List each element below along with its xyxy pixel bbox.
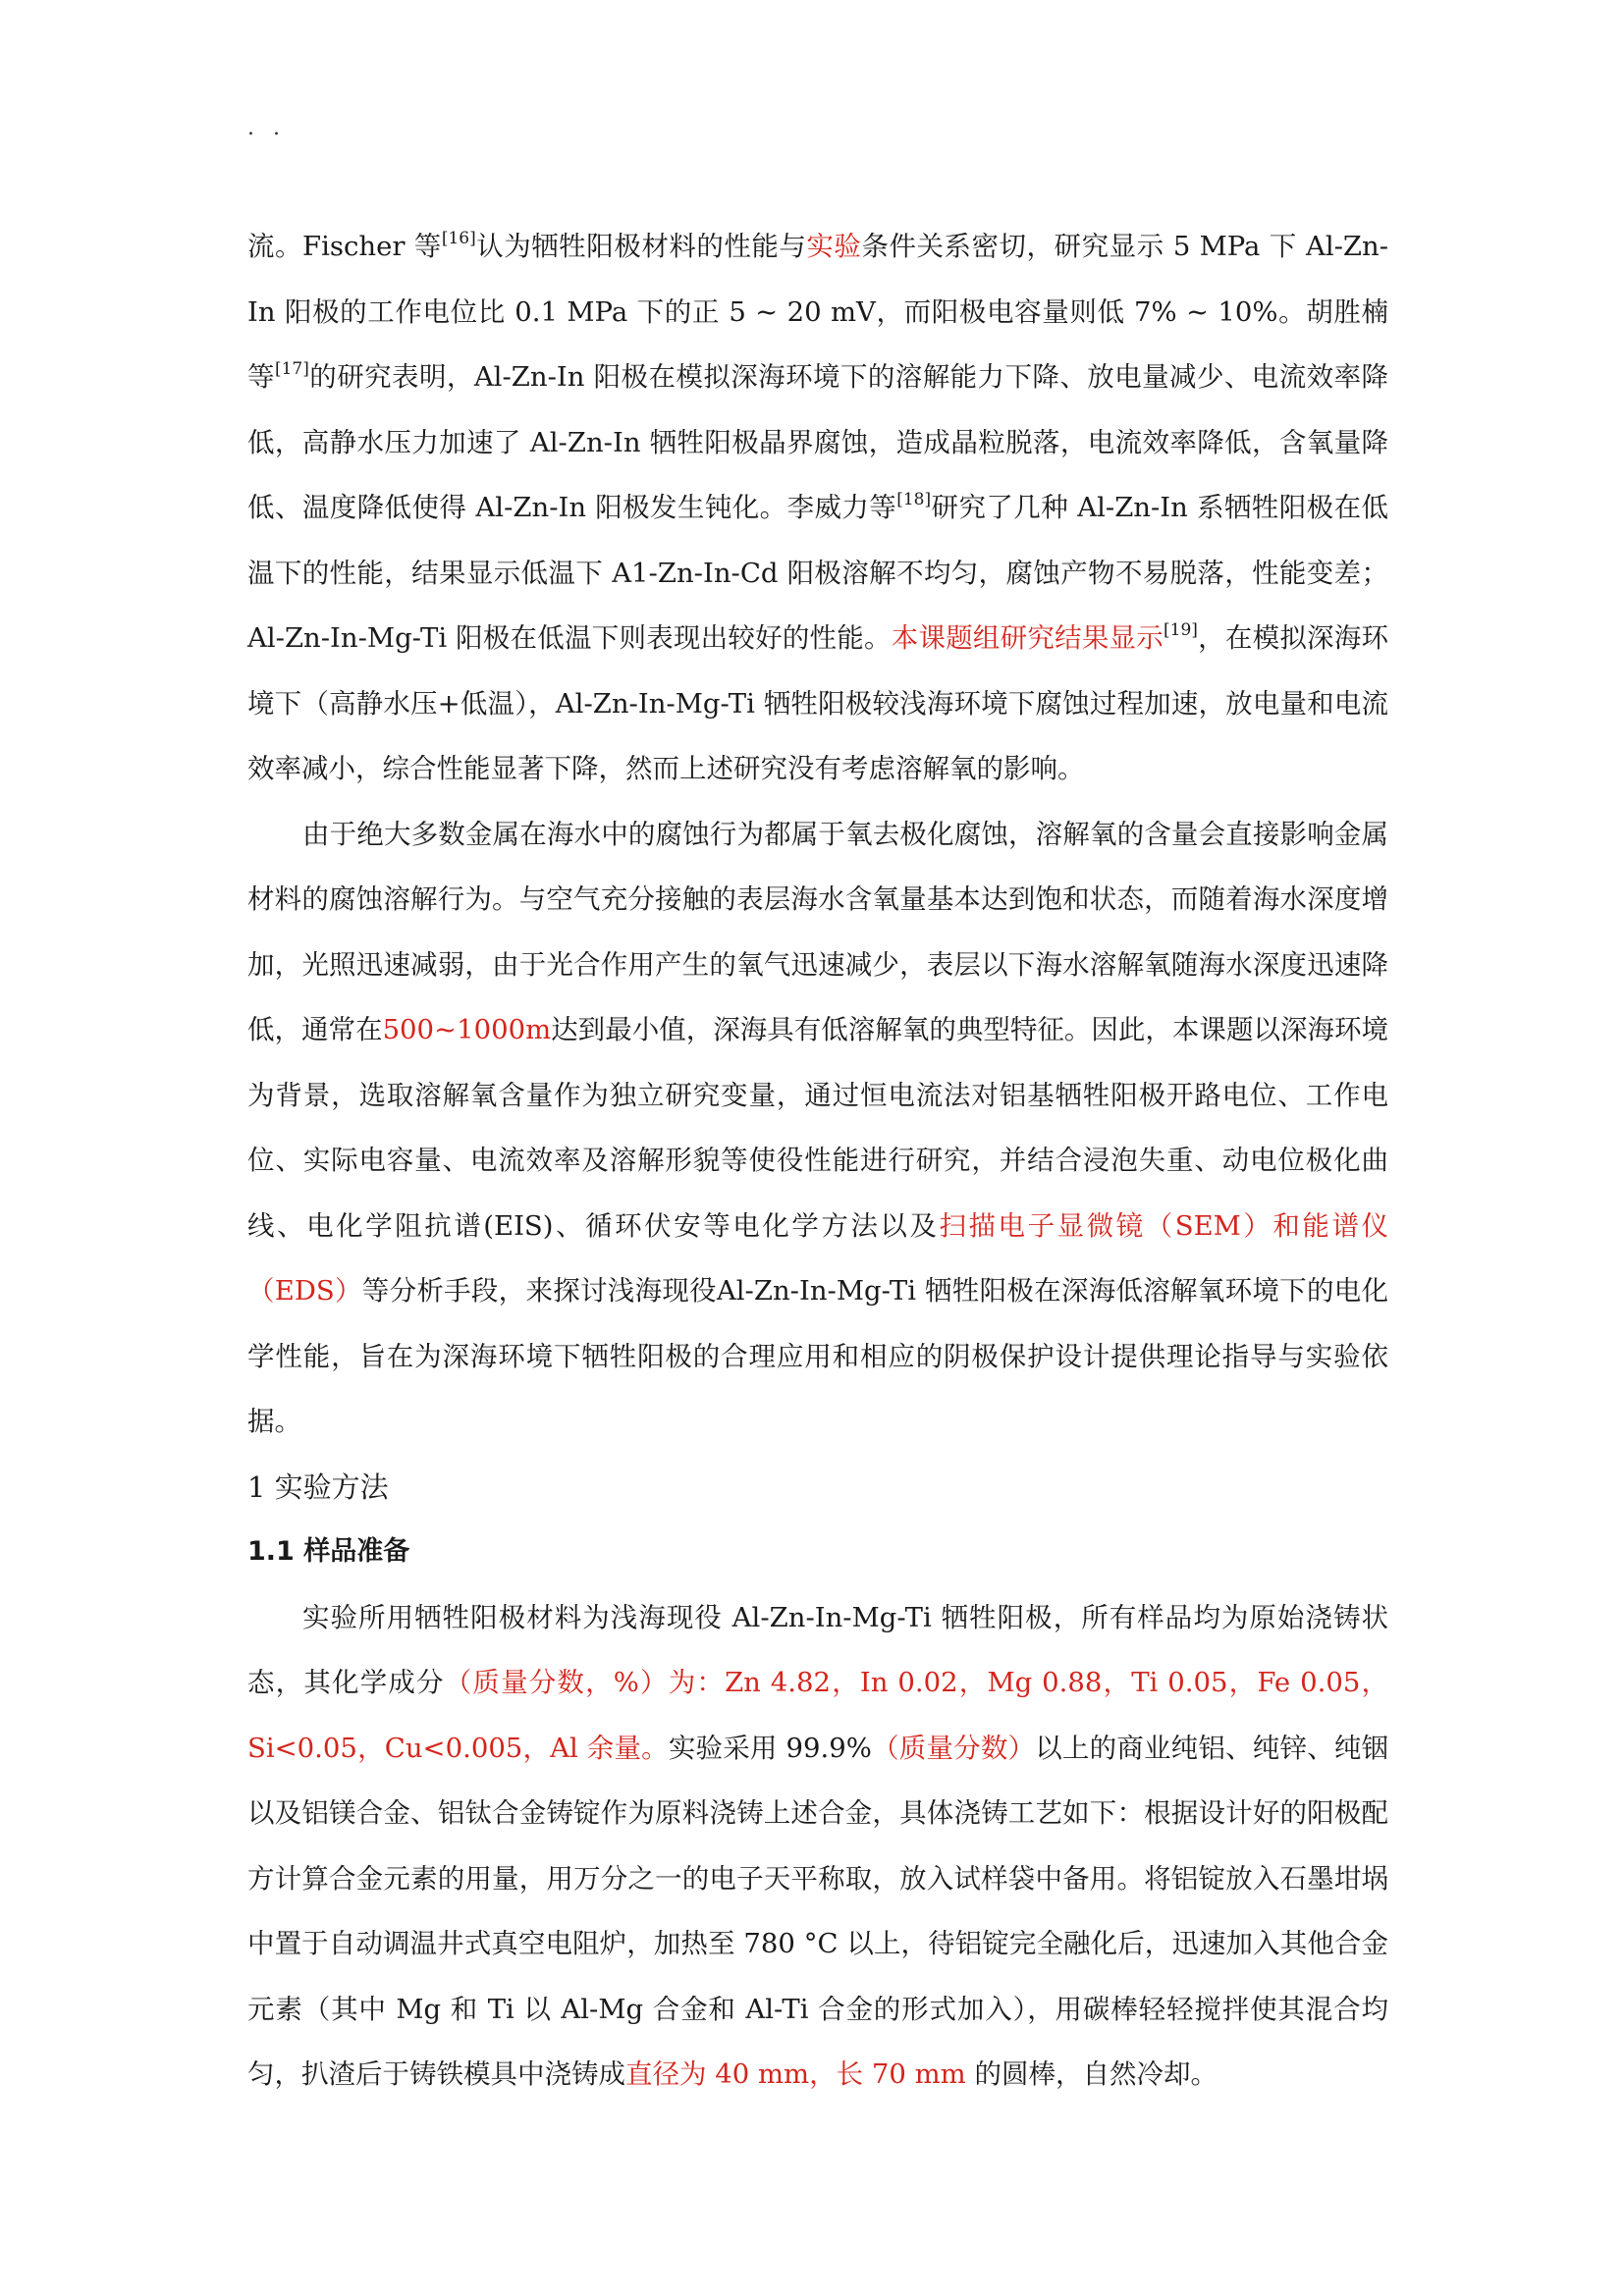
highlight-text: 扫描电子显微镜（SEM）和能谱仪（EDS） — [247, 1209, 1388, 1307]
subsection-heading: 1.1 样品准备 — [247, 1536, 410, 1567]
citation-18: [18] — [896, 489, 932, 509]
highlight-text: 500~1000m — [382, 1014, 552, 1045]
text-run: 的研究表明，Al-Zn-In 阳极在模拟深海环境下的溶解能力下降、放电量减少、电流效率降低，高静水压力加速了 Al-Zn-In 牺牲阳极晶界腐蚀，造成晶粒脱落，电流效率降低，含氧量降低、温度降低使得 Al-Zn-In 阳极发生钝化。李威力等 — [247, 361, 1389, 523]
highlight-text: 直径为 40 mm，长 70 mm — [625, 2058, 966, 2090]
text-run: 流。Fischer 等 — [247, 231, 442, 262]
text-run: 研究了几种 Al-Zn-In 系牺牲阳极在低温下的性能，结果显示低温下 A1-Zn-In-Cd 阳极溶解不均匀，腐蚀产物不易脱落，性能变差；Al-Zn-In-Mg-Ti 阳极在低温下则表现出较好的性能。 — [247, 492, 1388, 654]
page-header-dots: . . — [247, 116, 286, 140]
text-run: 由于绝大多数金属在海水中的腐蚀行为都属于氧去极化腐蚀，溶解氧的含量会直接影响金属材料的腐蚀溶解行为。与空气充分接触的表层海水含氧量基本达到饱和状态，而随着海水深度增加，光照迅速减弱，由于光合作用产生的氧气迅速减少，表层以下海水溶解氧随海水深度迅速降低，通常在 — [247, 818, 1388, 1045]
paragraph-sample-preparation — [247, 1585, 1388, 2108]
text-run: 达到最小值，深海具有低溶解氧的典型特征。因此，本课题以深海环境为背景，选取溶解氧含量作为独立研究变量，通过恒电流法对铝基牺牲阳极开路电位、工作电位、实际电容量、电流效率及溶解形貌等使役性能进行研究，并结合浸泡失重、动电位极化曲线、电化学阻抗谱(EIS)、循环伏安等电化学方法以及 — [247, 1014, 1389, 1242]
text-run: ，在模拟深海环境下（高静水压+低温），Al-Zn-In-Mg-Ti 牺牲阳极较浅海环境下腐蚀过程加速，放电量和电流效率减小，综合性能显著下降，然而上述研究没有考虑溶解氧的影响。 — [247, 622, 1389, 784]
citation-17: [17] — [274, 358, 309, 379]
text-run: 的圆棒，自然冷却。 — [965, 2058, 1218, 2090]
document-body — [247, 214, 1388, 2108]
citation-19: [19] — [1164, 619, 1198, 640]
highlight-text: 本课题组研究结果显示 — [891, 622, 1164, 654]
citation-16: [16] — [441, 228, 476, 248]
highlight-text: 实验 — [806, 231, 862, 262]
text-run: 以上的商业纯铝、纯锌、纯铟以及铝镁合金、铝钛合金铸锭作为原料浇铸上述合金，具体浇铸工艺如下：根据设计好的阳极配方计算合金元素的用量，用万分之一的电子天平称取，放入试样袋中备用。将铝锭放入石墨坩埚中置于自动调温井式真空电阻炉，加热至 780 °C 以上，待铝锭完全融化后，迅速加入其他合金元素（其中 Mg 和 Ti 以 Al-Mg 合金和 Al-Ti 合金的形式加入），用碳棒轻轻搅拌使其混合均匀，扒渣后于铸铁模具中浇铸成 — [247, 1732, 1389, 2090]
text-run: 认为牺牲阳极材料的性能与 — [475, 231, 807, 262]
text-run: 条件关系密切，研究显示 5 MPa 下 Al-Zn-In 阳极的工作电位比 0.1 MPa 下的正 5 ~ 20 mV，而阳极电容量则低 7% ~ 10%。胡胜楠等 — [247, 231, 1389, 393]
paragraph-dissolved-oxygen — [247, 802, 1388, 1455]
highlight-text: （质量分数，%）为：Zn 4.82，In 0.02，Mg 0.88，Ti 0.05，Fe 0.05，Si<0.05，Cu<0.005，Al 余量。 — [247, 1667, 1389, 1764]
text-run: 实验所用牺牲阳极材料为浅海现役 Al-Zn-In-Mg-Ti 牺牲阳极，所有样品均为原始浇铸状态，其化学成分 — [247, 1601, 1388, 1698]
section-heading: 1 实验方法 — [247, 1469, 389, 1504]
text-run: 等分析手段，来探讨浅海现役Al-Zn-In-Mg-Ti 牺牲阳极在深海低溶解氧环境下的电化学性能，旨在为深海环境下牺牲阳极的合理应用和相应的阴极保护设计提供理论指导与实验依据。 — [247, 1275, 1388, 1437]
text-run: 实验采用 99.9% — [668, 1732, 872, 1764]
highlight-text: （质量分数） — [871, 1732, 1036, 1764]
paragraph-fischer-study — [247, 214, 1388, 802]
